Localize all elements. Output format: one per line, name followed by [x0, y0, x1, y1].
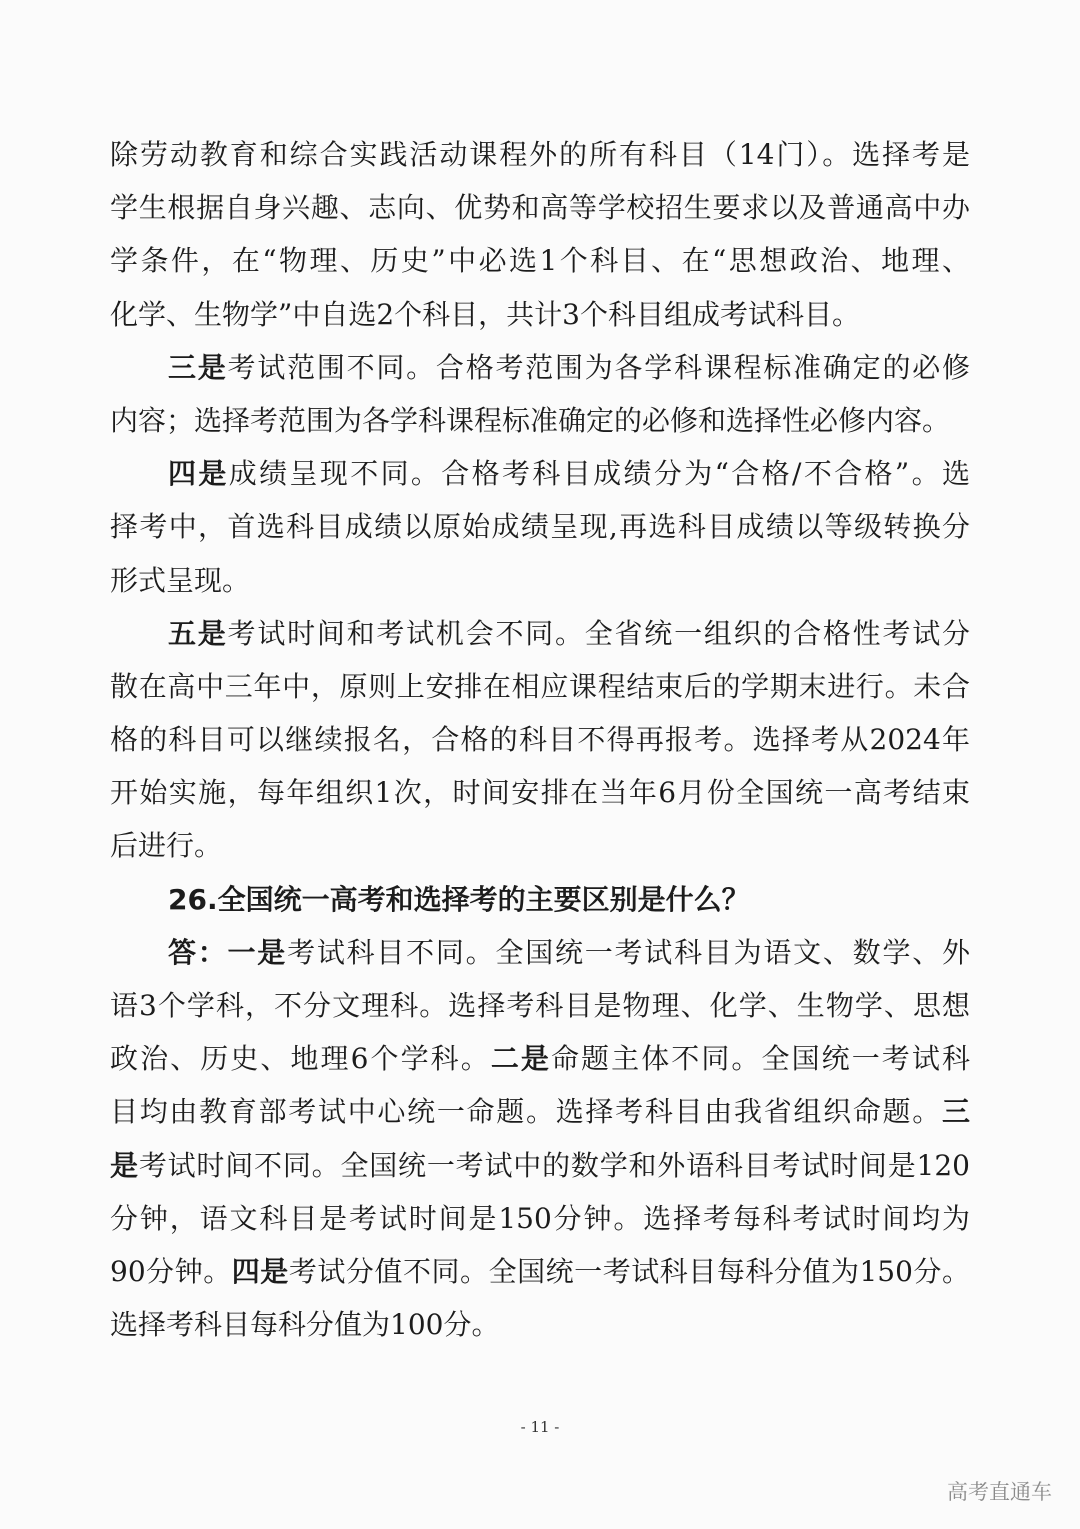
text-line: [110, 926, 970, 979]
text-line: [110, 500, 970, 553]
text-line: [110, 128, 970, 181]
text-run: 格的科目可以继续报名，合格的科目不得再报考。选择考从2024年: [110, 723, 970, 757]
text-line: [110, 1032, 970, 1085]
bold-lead: 答：一是: [168, 935, 288, 969]
text-line: [110, 660, 970, 713]
text-line: [110, 819, 970, 872]
text-run: 成绩呈现不同。合格考科目成绩分为“合格/不合格”。选: [228, 457, 970, 491]
text-line: [110, 288, 970, 341]
text-run: 内容；选择考范围为各学科课程标准确定的必修和选择性必修内容。: [110, 403, 951, 437]
question-heading: [110, 873, 970, 926]
text-run: 考试分值不同。全国统一考试科目每科分值为150分。: [288, 1254, 970, 1288]
text-line: [110, 1192, 970, 1245]
bold-lead: 五是: [168, 616, 228, 650]
body-text: [110, 128, 970, 1351]
bold-lead: 是: [110, 1148, 139, 1182]
text-run: 考试时间不同。全国统一考试中的数学和外语科目考试时间是120: [138, 1148, 970, 1182]
bold-lead: 二是: [490, 1042, 551, 1076]
text-line: [110, 554, 970, 607]
bold-lead: 26.全国统一高考和选择考的主要区别是什么？: [168, 882, 750, 916]
text-run: 散在高中三年中，原则上安排在相应课程结束后的学期末进行。未合: [110, 669, 970, 703]
text-line: [110, 394, 970, 447]
text-run: 选择考科目每科分值为100分。: [110, 1308, 500, 1342]
text-run: 目均由教育部考试中心统一命题。选择考科目由我省组织命题。: [110, 1095, 942, 1129]
text-line: [110, 1298, 970, 1351]
text-run: 90分钟。: [110, 1254, 232, 1288]
text-line: [110, 1245, 970, 1298]
text-run: 学条件，在“物理、历史”中必选1个科目、在“思想政治、地理、: [110, 244, 970, 278]
text-run: 除劳动教育和综合实践活动课程外的所有科目（14门）。选择考是: [110, 138, 970, 171]
text-run: 政治、历史、地理6个学科。: [110, 1042, 491, 1076]
page-number: - 11 -: [520, 1418, 560, 1436]
text-run: 分钟，语文科目是考试时间是150分钟。选择考每科考试时间均为: [110, 1201, 970, 1235]
text-run: 后进行。: [110, 829, 223, 863]
text-run: 语3个学科，不分文理科。选择考科目是物理、化学、生物学、思想: [110, 989, 970, 1022]
bold-lead: 三是: [168, 350, 228, 384]
text-run: 考试时间和考试机会不同。全省统一组织的合格性考试分: [227, 616, 970, 650]
text-line: [110, 766, 970, 819]
text-line: [110, 341, 970, 394]
text-line: [110, 181, 970, 234]
text-run: 开始实施，每年组织1次，时间安排在当年6月份全国统一高考结束: [110, 776, 970, 810]
text-line: [110, 234, 970, 287]
text-line: [110, 1085, 970, 1138]
text-line: [110, 713, 970, 766]
bold-lead: 四是: [231, 1254, 289, 1288]
text-run: 形式呈现。: [110, 563, 251, 597]
text-line: [110, 979, 970, 1032]
watermark-label: 高考直通车: [947, 1480, 1052, 1504]
text-line: [110, 1139, 970, 1192]
text-run: 择考中，首选科目成绩以原始成绩呈现,再选科目成绩以等级转换分: [110, 510, 970, 544]
text-line: [110, 607, 970, 660]
text-run: 考试科目不同。全国统一考试科目为语文、数学、外: [287, 935, 970, 969]
bold-lead: 四是: [168, 457, 229, 491]
text-run: 学生根据自身兴趣、志向、优势和高等学校招生要求以及普通高中办: [110, 191, 970, 225]
text-run: 命题主体不同。全国统一考试科: [550, 1042, 970, 1076]
text-run: 化学、生物学”中自选2个科目，共计3个科目组成考试科目。: [110, 297, 860, 331]
text-line: [110, 447, 970, 500]
text-run: 考试范围不同。合格考范围为各学科课程标准确定的必修: [227, 350, 970, 384]
bold-lead: 三: [941, 1095, 970, 1129]
